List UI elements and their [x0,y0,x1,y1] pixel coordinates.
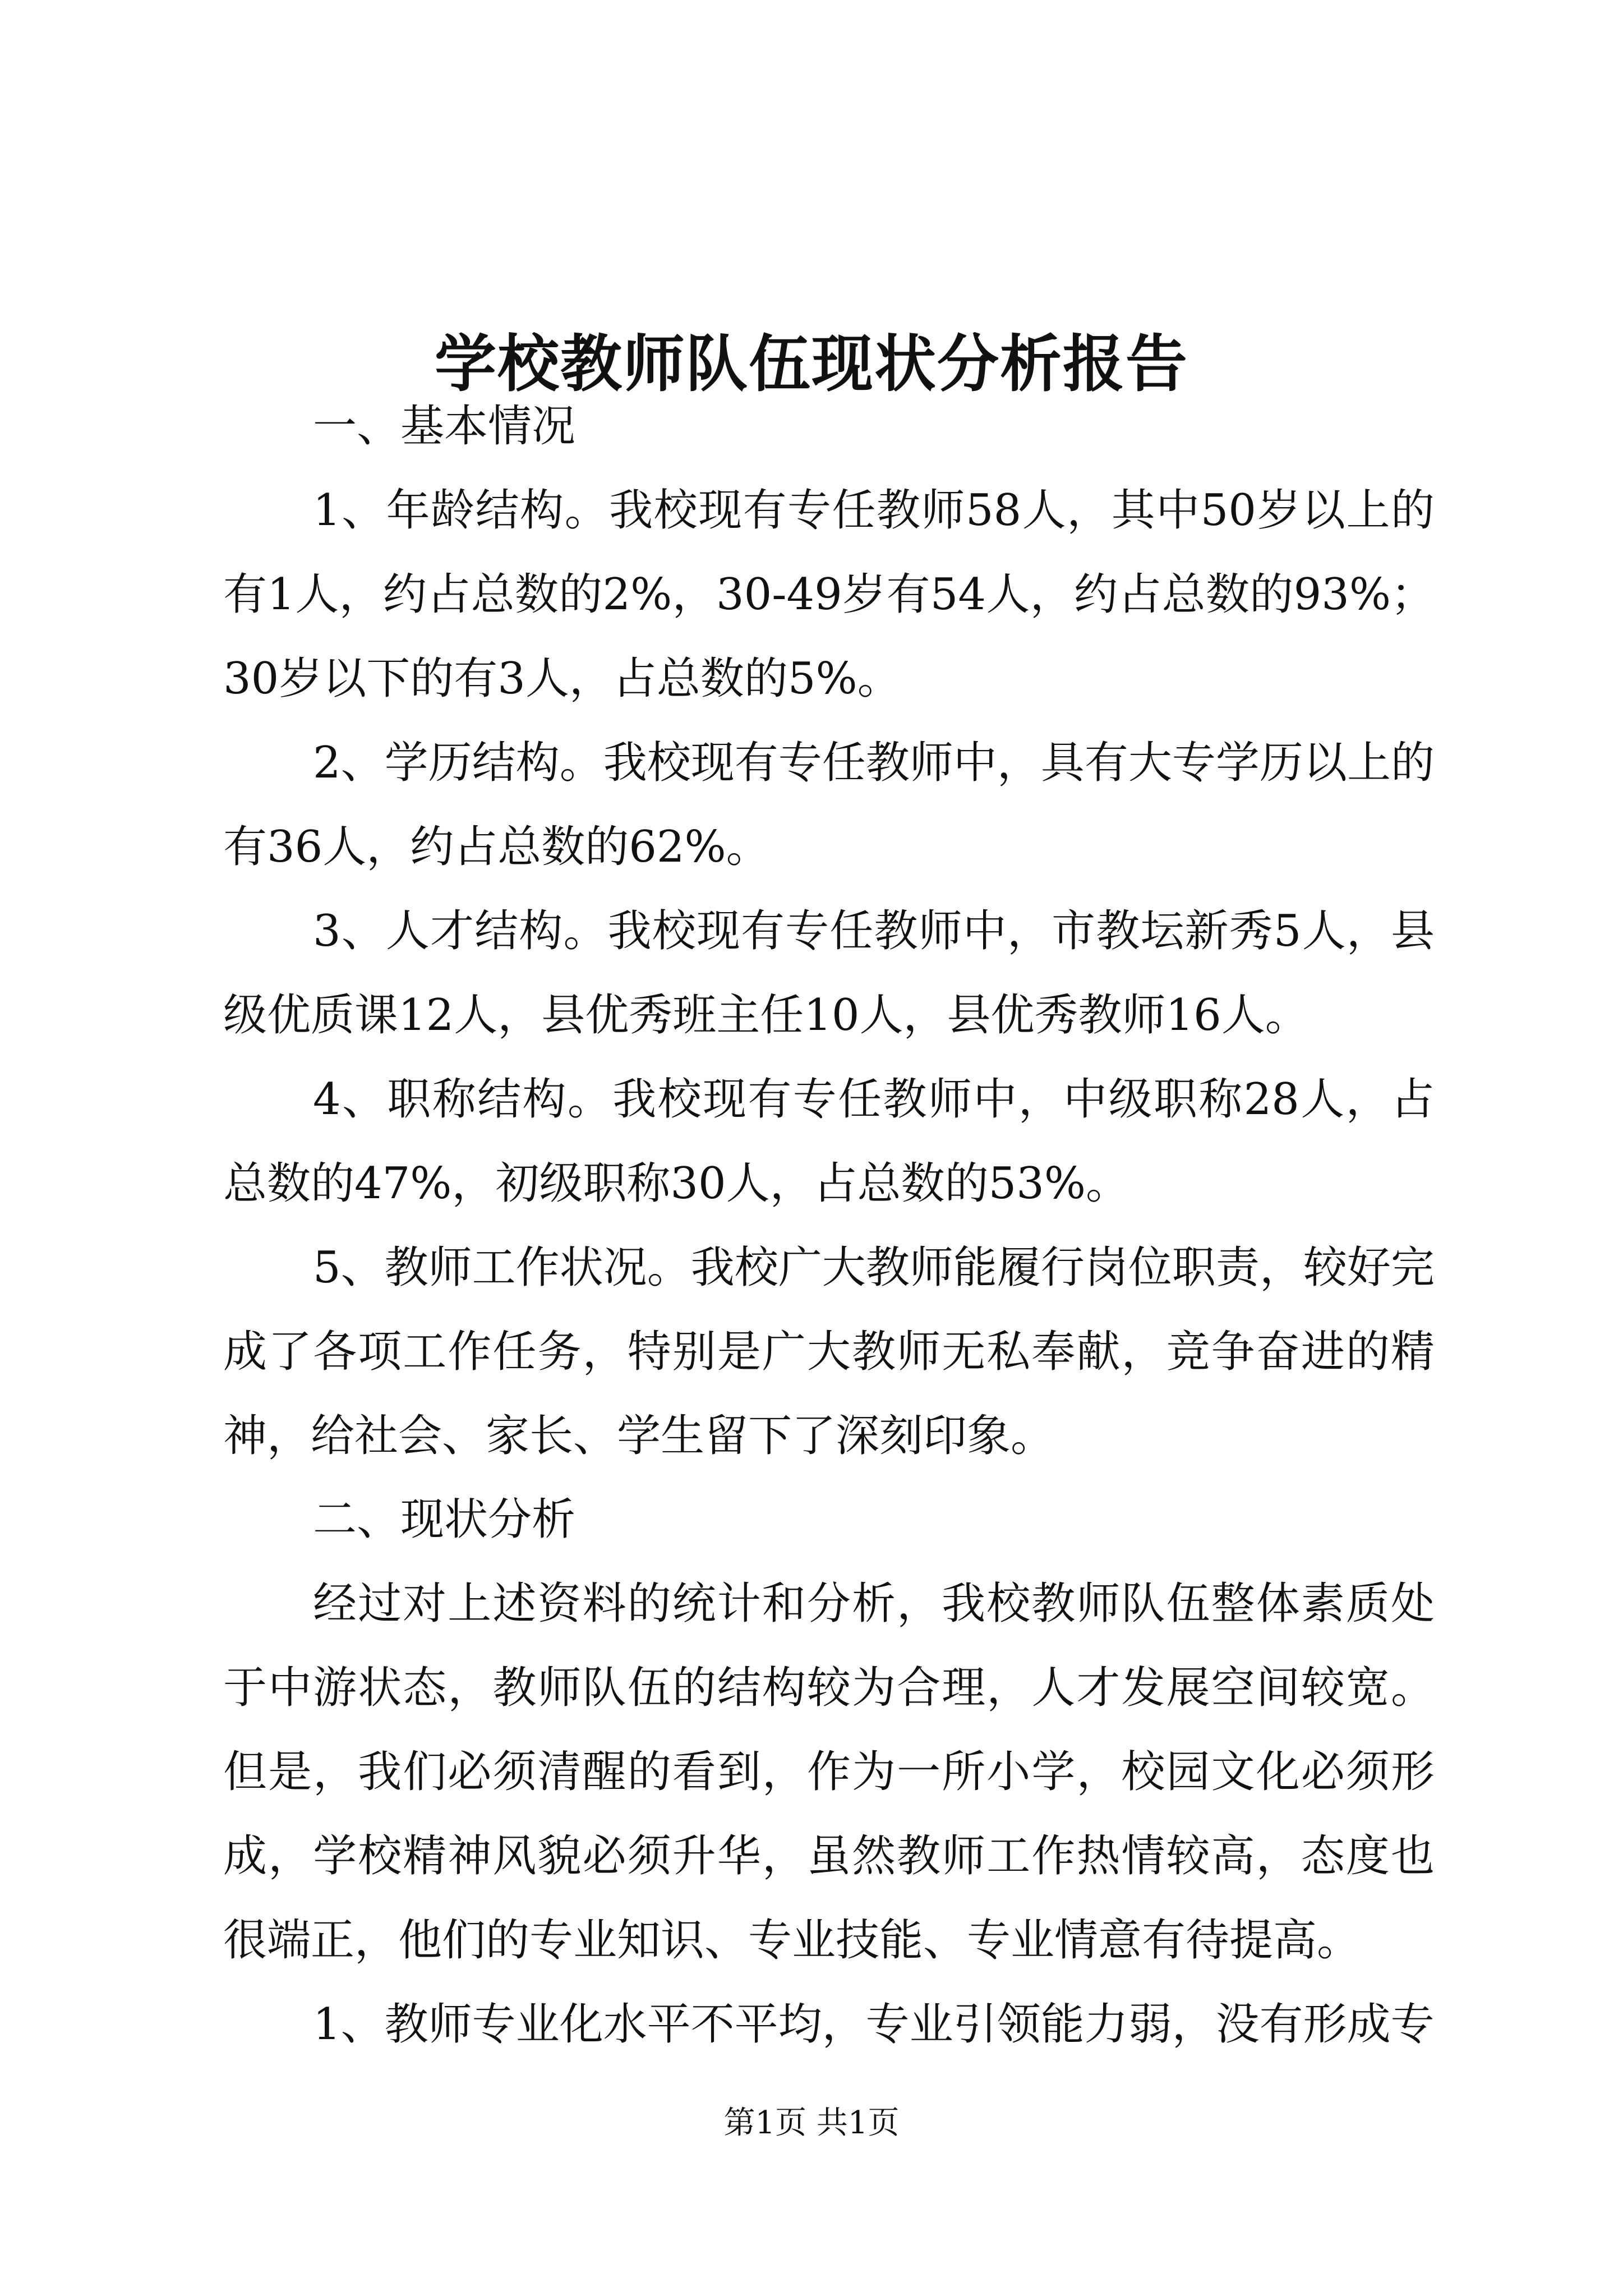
paragraph-analysis-summary: 经过对上述资料的统计和分析，我校教师队伍整体素质处于中游状态，教师队伍的结构较为合理，人才发展空间较宽。但是，我们必须清醒的看到，作为一所小学，校园文化必须形成，学校精神风貌必须升华，虽然教师工作热情较高，态度也很端正，他们的专业知识、专业技能、专业情意有待提高。 [223,1579,1435,1966]
paragraph-talent-structure: 3、人才结构。我校现有专任教师中，市教坛新秀5人，县级优质课12人，县优秀班主任10人，县优秀教师16人。 [223,906,1435,1041]
paragraph-age-structure: 1、年龄结构。我校现有专任教师58人，其中50岁以上的有1人，约占总数的2%，30-49岁有54人，约占总数的93%；30岁以下的有3人，占总数的5%。 [223,485,1435,704]
paragraph-work-status: 5、教师工作状况。我校广大教师能履行岗位职责，较好完成了各项工作任务，特别是广大教师无私奉献，竞争奋进的精神，给社会、家长、学生留下了深刻印象。 [223,1243,1435,1461]
paragraph-title-structure: 4、职称结构。我校现有专任教师中，中级职称28人，占总数的47%，初级职称30人，占总数的53%。 [223,1074,1435,1209]
paragraph-education-structure: 2、学历结构。我校现有专任教师中，具有大专学历以上的有36人，约占总数的62%。 [223,738,1435,872]
paragraph-analysis-point-1: 1、教师专业化水平不平均，专业引领能力弱，没有形成专 [313,1999,1435,2050]
section-heading-basic-situation: 一、基本情况 [313,401,576,452]
document-body [223,385,1435,2067]
page-footer: 第1页 共1页 [723,2105,900,2141]
document-title: 学校教师队伍现状分析报告 [435,327,1188,400]
section-heading-status-analysis: 二、现状分析 [313,1494,576,1545]
